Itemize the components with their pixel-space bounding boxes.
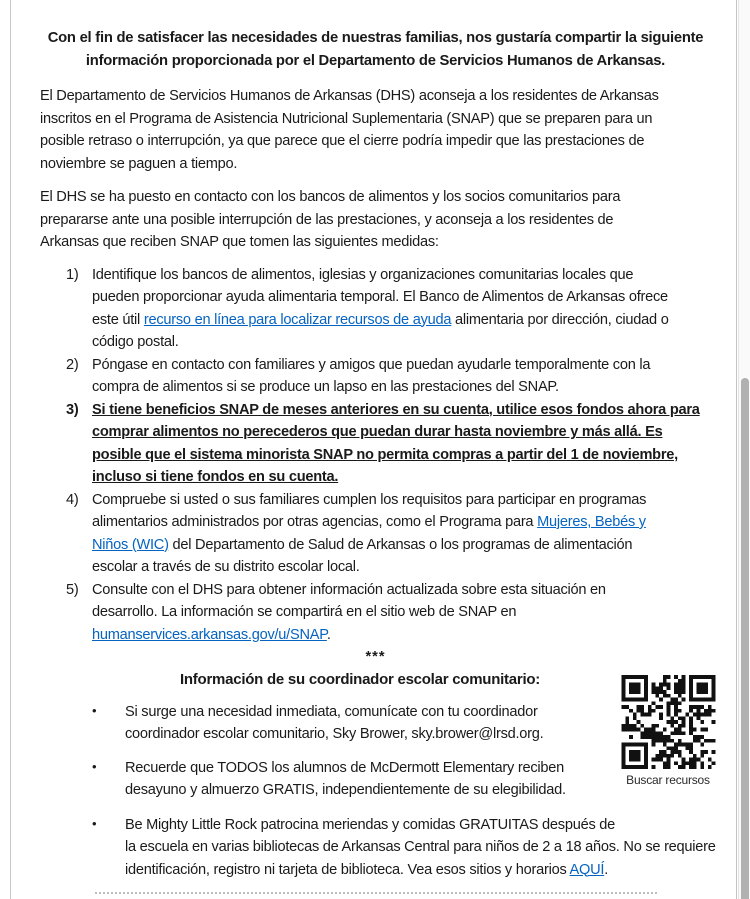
- text-line: [92, 624, 711, 647]
- bullet-icon: •: [92, 702, 97, 718]
- bullet-item-be-mighty: [40, 814, 716, 882]
- paragraph-dhs-advisory: [40, 85, 711, 175]
- list-number: 2): [66, 356, 79, 373]
- bullet-icon: •: [92, 758, 97, 774]
- scrollbar-thumb[interactable]: [741, 378, 749, 899]
- text-segment: alimentaria por dirección, ciudad o: [451, 311, 669, 328]
- text-line: El Departamento de Servicios Humanos de Arkansas (DHS) aconseja a los residentes de Arkansas: [40, 88, 659, 104]
- qr-caption: Buscar recursos: [626, 773, 710, 787]
- link-wic[interactable]: Niños (WIC): [92, 536, 169, 553]
- text-line: comprar alimentos no perecederos que puedan durar hasta noviembre y más allá. Es: [92, 424, 663, 440]
- text-line: Con el fin de satisfacer las necesidades de nuestras familias, nos gustaría compartir la siguiente: [47, 30, 704, 46]
- text-line: [125, 859, 711, 882]
- text-segment: alimentarios administrados por otras agencias, como el Programa para: [92, 514, 538, 530]
- list-number: 1): [66, 266, 79, 283]
- link-snap-website[interactable]: humanservices.arkansas.gov/u/SNAP: [92, 626, 327, 643]
- text-line: [92, 309, 711, 332]
- text-line: incluso si tiene fondos en su cuenta.: [92, 469, 339, 485]
- coordinator-section: [40, 669, 716, 894]
- text-line: Póngase en contacto con familiares y amigos que puedan ayudarle temporalmente con la: [92, 356, 651, 373]
- text-segment: identificación, registro ni tarjeta de biblioteca. Vea esos sitios y horarios: [125, 861, 570, 878]
- text-line: [92, 534, 711, 557]
- text-segment: del Departamento de Salud de Arkansas o los programas de alimentación: [168, 536, 633, 553]
- text-line: [92, 511, 711, 534]
- list-item-5: [40, 579, 711, 647]
- section-heading: Información de su coordinador escolar comunitario:: [179, 671, 541, 688]
- numbered-list: [40, 264, 711, 647]
- scrollbar-track[interactable]: [738, 0, 750, 899]
- intro-header: [40, 27, 711, 72]
- text-line: pueden proporcionar ayuda alimentaria temporal. El Banco de Alimentos de Arkansas ofrece: [92, 289, 668, 305]
- text-line: Si tiene beneficios SNAP de meses anteriores en su cuenta, utilice esos fondos ahora para: [92, 401, 700, 418]
- asterisk-separator: ***: [365, 649, 386, 665]
- text-segment: este útil: [92, 311, 144, 328]
- text-line: prepararse ante una posible interrupción de las prestaciones, y aconseja a los residentes de: [40, 211, 614, 228]
- link-aqui[interactable]: AQUÍ: [569, 861, 605, 878]
- list-item-1: [40, 264, 711, 354]
- text-segment: .: [604, 861, 609, 878]
- text-line: información proporcionada por el Departamento de Servicios Humanos de Arkansas.: [85, 52, 666, 69]
- bullet-icon: •: [92, 815, 97, 831]
- text-line: Consulte con el DHS para obtener información actualizada sobre esta situación en: [92, 581, 606, 598]
- text-line: código postal.: [92, 334, 179, 350]
- bullet-item-free-meals: [40, 757, 711, 802]
- dotted-divider: [95, 892, 657, 894]
- text-line: noviembre se paguen a tiempo.: [40, 155, 238, 172]
- link-wic[interactable]: Mujeres, Bebés y: [537, 514, 646, 530]
- text-line: posible retraso o interrupción, ya que parece que el cierre podría impedir que las prestaciones de: [40, 133, 645, 149]
- text-line: escolar a través de su distrito escolar local.: [92, 559, 360, 575]
- text-line: compra de alimentos si se produce un lapso en las prestaciones del SNAP.: [92, 379, 559, 395]
- list-item-2: [40, 354, 711, 399]
- text-line: posible que el sistema minorista SNAP no permita compras a partir del 1 de noviembre,: [92, 446, 678, 463]
- text-line: Be Mighty Little Rock patrocina meriendas y comidas GRATUITAS después de: [125, 816, 616, 833]
- bullet-item-coordinator: [40, 701, 711, 746]
- text-line: El DHS se ha puesto en contacto con los bancos de alimentos y los socios comunitarios para: [40, 189, 621, 205]
- text-line: desarrollo. La información se compartirá en el sitio web de SNAP en: [92, 604, 517, 620]
- page-left-edge: [10, 0, 11, 899]
- text-line: coordinador escolar comunitario, Sky Brower, sky.brower@lrsd.org.: [125, 726, 544, 742]
- text-line: desayuno y almuerzo GRATIS, independientemente de su elegibilidad.: [125, 782, 566, 798]
- text-line: Identifique los bancos de alimentos, iglesias y organizaciones comunitarias locales que: [92, 266, 634, 283]
- text-line: Si surge una necesidad inmediata, comunícate con tu coordinador: [125, 703, 538, 720]
- text-line: Recuerde que TODOS los alumnos de McDermott Elementary reciben: [125, 759, 565, 776]
- text-segment: .: [326, 626, 331, 643]
- list-item-4: [40, 489, 711, 579]
- list-number: 4): [66, 491, 79, 508]
- text-line: Arkansas que reciben SNAP que tomen las siguientes medidas:: [40, 234, 439, 250]
- link-recursos-ayuda[interactable]: recurso en línea para localizar recursos de ayuda: [143, 311, 452, 328]
- list-number: 3): [66, 401, 79, 418]
- text-line: Compruebe si usted o sus familiares cumplen los requisitos para participar en programas: [92, 491, 647, 508]
- paragraph-dhs-contact: [40, 186, 711, 254]
- text-line: inscritos en el Programa de Asistencia Nutricional Suplementaria (SNAP) que se preparen para un: [40, 110, 653, 127]
- list-item-3-emphasized: [40, 399, 711, 489]
- text-line: la escuela en varias bibliotecas de Arkansas Central para niños de 2 a 18 años. No se requiere: [125, 839, 716, 855]
- document-page: [12, 0, 737, 899]
- list-number: 5): [66, 581, 79, 598]
